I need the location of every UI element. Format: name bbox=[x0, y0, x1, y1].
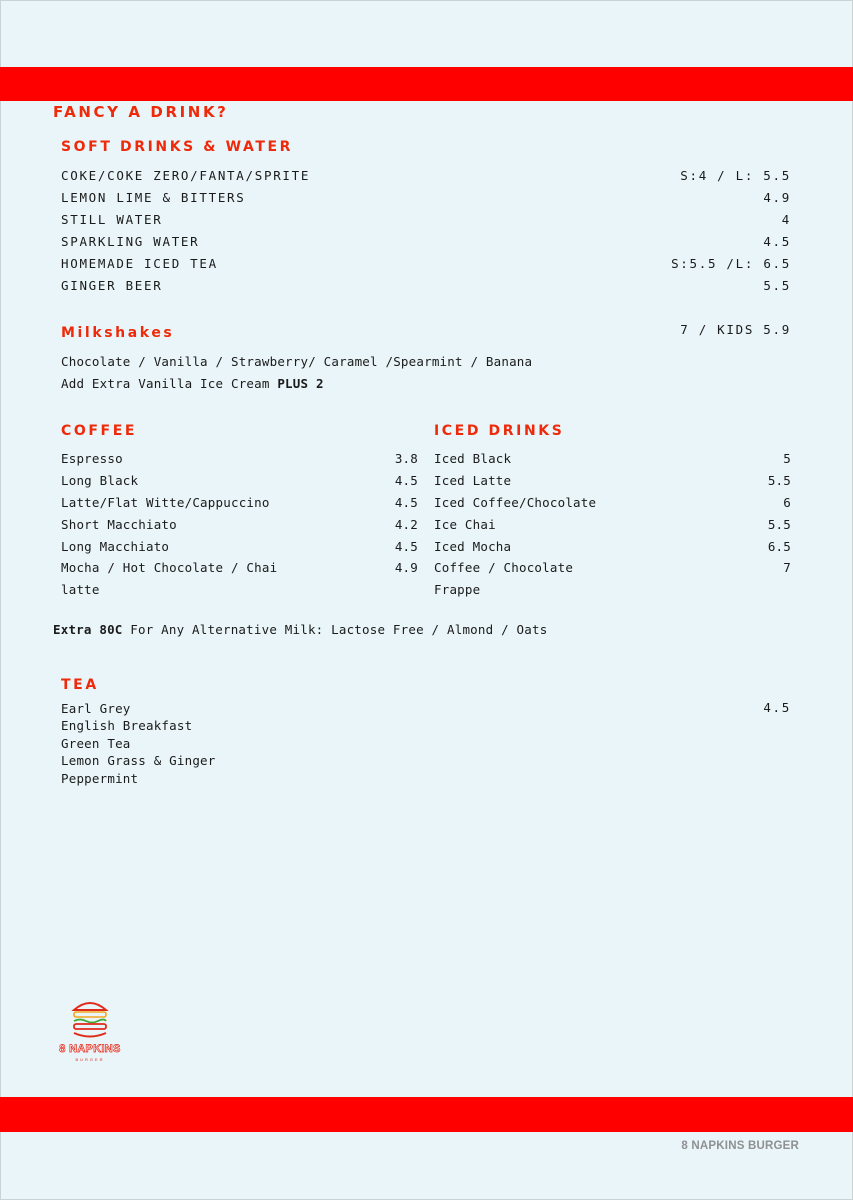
menu-item bbox=[61, 515, 418, 535]
milkshake-extra-price: PLUS 2 bbox=[277, 376, 324, 391]
menu-item bbox=[61, 471, 418, 491]
item-price: S:5.5 /L: 6.5 bbox=[671, 256, 791, 271]
item-price: 5.5 bbox=[763, 278, 791, 293]
menu-item bbox=[61, 210, 791, 230]
item-name: Iced Black bbox=[434, 451, 512, 466]
item-name: Iced Mocha bbox=[434, 539, 512, 554]
bottom-red-band bbox=[0, 1097, 853, 1132]
item-name: Long Black bbox=[61, 473, 139, 488]
item-name: Iced Coffee/Chocolate bbox=[434, 495, 597, 510]
alt-milk-price: Extra 80C bbox=[53, 622, 123, 637]
milkshakes-price-row bbox=[561, 320, 791, 340]
item-name: Ice Chai bbox=[434, 517, 496, 532]
item-name: Iced Latte bbox=[434, 473, 512, 488]
milkshakes-price: 7 / KIDS 5.9 bbox=[680, 322, 791, 337]
item-name: COKE/COKE ZERO/FANTA/SPRITE bbox=[61, 168, 311, 183]
item-price: 4 bbox=[781, 212, 791, 227]
item-name-continued: latte bbox=[61, 582, 100, 597]
item-price: 4.9 bbox=[763, 190, 791, 205]
item-name: STILL WATER bbox=[61, 212, 163, 227]
item-price: 6.5 bbox=[767, 539, 791, 554]
item-name: GINGER BEER bbox=[61, 278, 163, 293]
menu-item bbox=[61, 276, 791, 296]
item-price: 4.5 bbox=[394, 539, 418, 554]
menu-item bbox=[61, 232, 791, 252]
menu-item bbox=[434, 471, 791, 491]
menu-item bbox=[61, 537, 418, 557]
coffee-heading: COFFEE bbox=[61, 423, 138, 439]
item-price: 4.5 bbox=[394, 473, 418, 488]
item-name: Latte/Flat Witte/Cappuccino bbox=[61, 495, 270, 510]
menu-item bbox=[61, 493, 418, 513]
tea-price: 4.5 bbox=[763, 700, 791, 715]
menu-item bbox=[61, 166, 791, 186]
milkshake-extra-text: Add Extra Vanilla Ice Cream bbox=[61, 376, 278, 391]
menu-item bbox=[61, 558, 418, 578]
alt-milk-text: For Any Alternative Milk: Lactose Free / Almond / Oats bbox=[122, 622, 548, 637]
tea-item: Green Tea bbox=[61, 736, 131, 751]
item-price: 7 bbox=[783, 560, 791, 575]
footer-brand: 8 NAPKINS BURGER bbox=[681, 1140, 799, 1152]
tea-item: English Breakfast bbox=[61, 718, 193, 733]
tea-item: Earl Grey bbox=[61, 701, 131, 716]
top-red-band bbox=[0, 67, 853, 101]
item-price: 4.2 bbox=[394, 517, 418, 532]
soft-drinks-heading: SOFT DRINKS & WATER bbox=[61, 139, 294, 155]
logo-wordmark: 8 NAPKINS bbox=[59, 1043, 121, 1055]
item-name: SPARKLING WATER bbox=[61, 234, 200, 249]
logo-subtitle: BURGER bbox=[75, 1057, 105, 1062]
item-price: 3.8 bbox=[394, 451, 418, 466]
iced-drinks-heading: ICED DRINKS bbox=[434, 423, 565, 439]
menu-item bbox=[434, 493, 791, 513]
item-price: S:4 / L: 5.5 bbox=[680, 168, 791, 183]
milkshake-extra bbox=[61, 374, 324, 394]
menu-item bbox=[434, 449, 791, 469]
tea-item: Lemon Grass & Ginger bbox=[61, 753, 216, 768]
menu-item bbox=[434, 558, 791, 578]
item-name: Long Macchiato bbox=[61, 539, 170, 554]
item-name: Espresso bbox=[61, 451, 123, 466]
milkshakes-heading: Milkshakes bbox=[61, 325, 175, 341]
item-price: 5 bbox=[783, 451, 791, 466]
item-name: LEMON LIME & BITTERS bbox=[61, 190, 246, 205]
item-price: 4.5 bbox=[763, 234, 791, 249]
tea-heading: TEA bbox=[61, 677, 99, 693]
tea-item: Peppermint bbox=[61, 771, 139, 786]
menu-item bbox=[434, 515, 791, 535]
menu-item bbox=[61, 449, 418, 469]
item-price: 6 bbox=[783, 495, 791, 510]
item-name-continued: Frappe bbox=[434, 582, 481, 597]
item-name: Coffee / Chocolate bbox=[434, 560, 574, 575]
menu-item bbox=[61, 188, 791, 208]
page-title: FANCY A DRINK? bbox=[53, 103, 229, 121]
milkshake-flavours: Chocolate / Vanilla / Strawberry/ Caramel /Spearmint / Banana bbox=[61, 354, 533, 369]
item-price: 4.9 bbox=[394, 560, 418, 575]
item-price: 5.5 bbox=[767, 517, 791, 532]
item-price: 5.5 bbox=[767, 473, 791, 488]
item-name: HOMEMADE ICED TEA bbox=[61, 256, 218, 271]
item-name: Short Macchiato bbox=[61, 517, 177, 532]
menu-item bbox=[61, 254, 791, 274]
tea-price-row bbox=[561, 698, 791, 718]
alt-milk-note bbox=[53, 620, 547, 640]
menu-item bbox=[434, 537, 791, 557]
item-name: Mocha / Hot Chocolate / Chai bbox=[61, 560, 278, 575]
item-price: 4.5 bbox=[394, 495, 418, 510]
